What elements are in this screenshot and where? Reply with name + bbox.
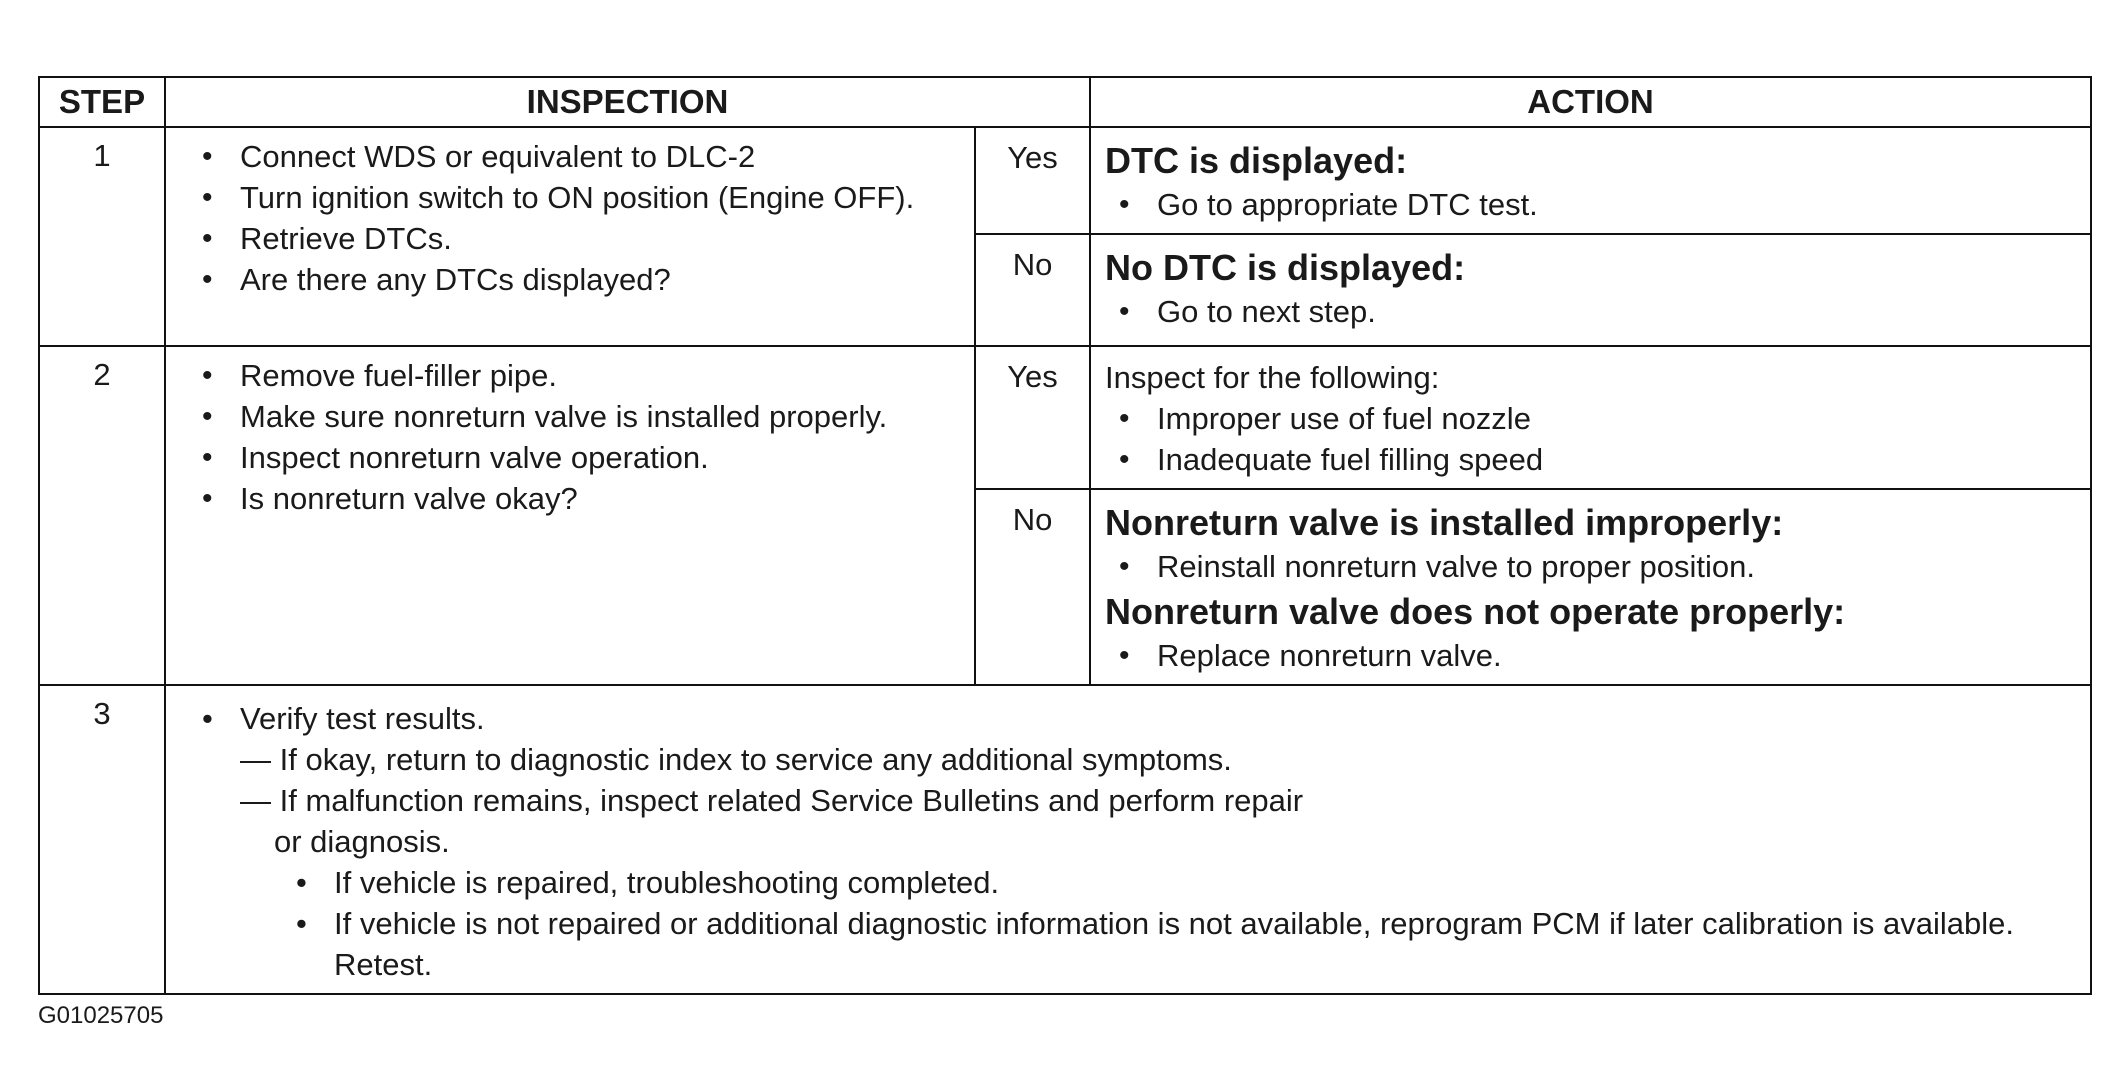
list-item: • Go to appropriate DTC test. [1105, 184, 2090, 225]
list-item: • Are there any DTCs displayed? [196, 259, 974, 300]
list-item: • Turn ignition switch to ON position (Engine OFF). [196, 177, 974, 218]
step1-yes-label: Yes [975, 127, 1090, 234]
action-text: Inspect for the following: [1105, 360, 1440, 395]
step2-yes-action [1090, 346, 2091, 489]
step3-row [39, 685, 2091, 994]
list-item: • Go to next step. [1105, 291, 2090, 332]
list-item: or diagnosis. [274, 824, 450, 859]
step1-yes-action [1090, 127, 2091, 234]
step3-number: 3 [39, 685, 165, 994]
list-item: • Improper use of fuel nozzle [1105, 398, 2090, 439]
action-heading: Nonreturn valve is installed improperly: [1105, 502, 1784, 543]
step3-inspection [165, 685, 2091, 994]
list-item: — If okay, return to diagnostic index to service any additional symptoms. [240, 742, 1232, 777]
header-action: ACTION [1090, 77, 2091, 127]
step2-yes-label: Yes [975, 346, 1090, 489]
step2-inspection [165, 346, 975, 685]
diagnostic-table [38, 76, 2092, 995]
list-item: • Replace nonreturn valve. [1105, 635, 2090, 676]
list-item: • Verify test results. [196, 698, 2070, 739]
list-item: • Retrieve DTCs. [196, 218, 974, 259]
header-inspection: INSPECTION [165, 77, 1090, 127]
action-heading: DTC is displayed: [1105, 140, 1408, 181]
step1-no-action [1090, 234, 2091, 346]
list-item: • Remove fuel-filler pipe. [196, 355, 974, 396]
step2-no-action [1090, 489, 2091, 685]
action-heading: No DTC is displayed: [1105, 247, 1466, 288]
step2-number: 2 [39, 346, 165, 685]
step2-row-yes [39, 346, 2091, 489]
list-item: • Is nonreturn valve okay? [196, 478, 974, 519]
header-row [39, 77, 2091, 127]
step1-inspection [165, 127, 975, 346]
step1-no-label: No [975, 234, 1090, 346]
step1-number: 1 [39, 127, 165, 346]
figure-id: G01025705 [38, 1002, 164, 1029]
list-item: • Make sure nonreturn valve is installed properly. [196, 396, 974, 437]
list-item: • If vehicle is not repaired or additional diagnostic information is not available, reprogram PCM if later calibration is available. Retest. [196, 903, 2070, 985]
list-item: • Connect WDS or equivalent to DLC-2 [196, 136, 974, 177]
list-item: — If malfunction remains, inspect related Service Bulletins and perform repair [240, 783, 1304, 818]
step2-no-label: No [975, 489, 1090, 685]
list-item: • Reinstall nonreturn valve to proper position. [1105, 546, 2090, 587]
step1-row-yes [39, 127, 2091, 234]
header-step: STEP [39, 77, 165, 127]
list-item: • Inspect nonreturn valve operation. [196, 437, 974, 478]
action-heading: Nonreturn valve does not operate properly: [1105, 591, 1846, 632]
list-item: • Inadequate fuel filling speed [1105, 439, 2090, 480]
list-item: • If vehicle is repaired, troubleshooting completed. [196, 862, 2070, 903]
